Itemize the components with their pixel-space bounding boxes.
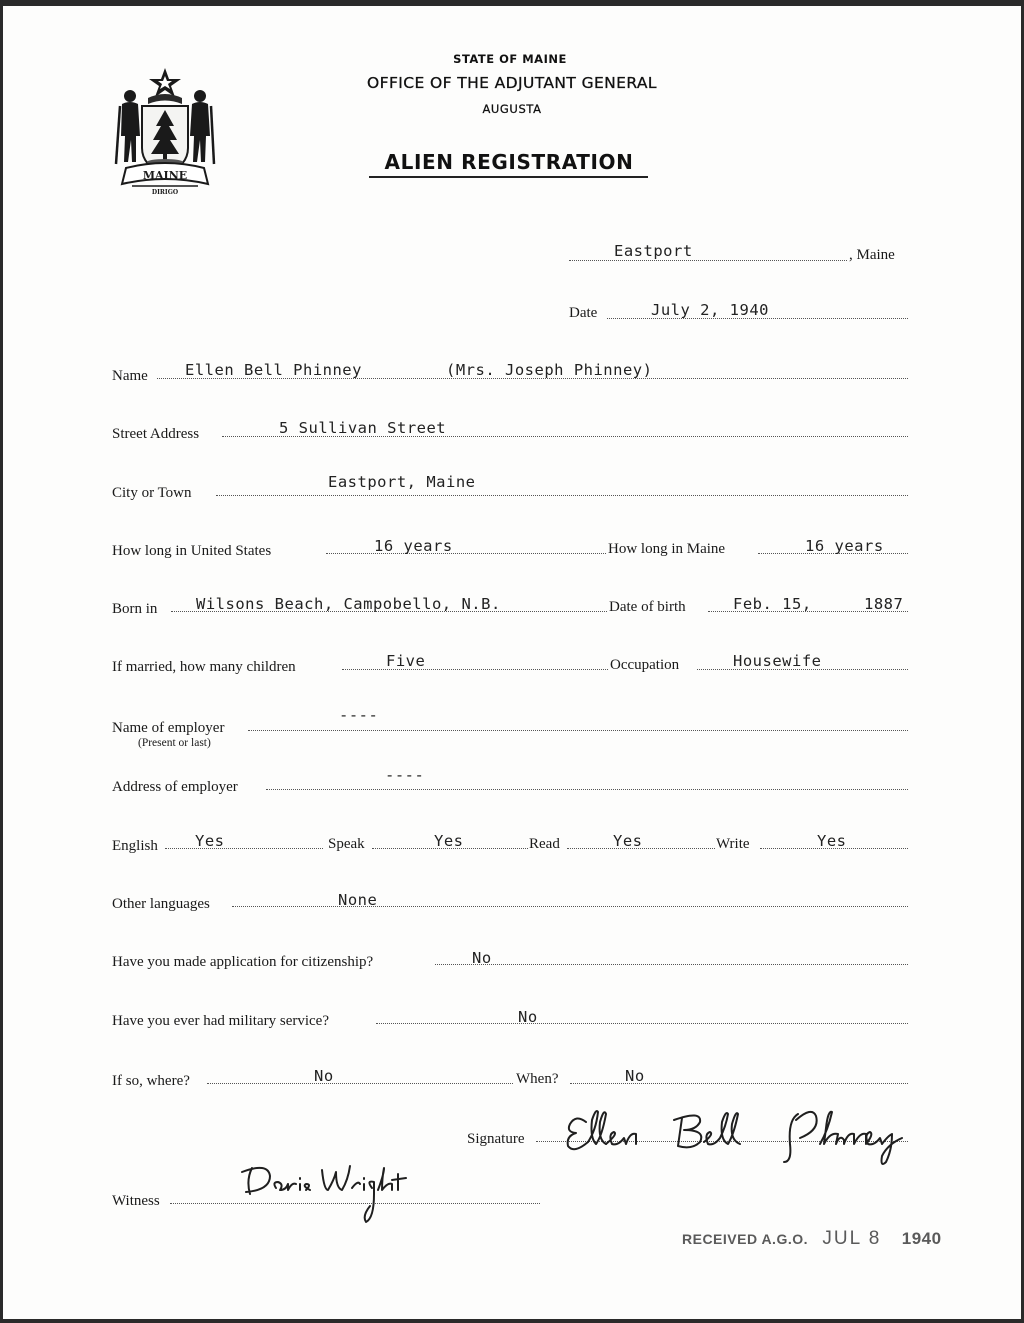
witness-label: Witness bbox=[112, 1193, 160, 1209]
maine-duration-value: 16 years bbox=[805, 537, 884, 555]
employer-sublabel: (Present or last) bbox=[138, 737, 211, 749]
stamp-prefix: RECEIVED A.G.O. bbox=[682, 1231, 809, 1247]
citizenship-value: No bbox=[472, 949, 492, 967]
occupation-label: Occupation bbox=[610, 657, 680, 673]
write-value: Yes bbox=[817, 832, 847, 850]
location-line bbox=[569, 260, 847, 261]
english-value: Yes bbox=[195, 832, 225, 850]
english-line bbox=[165, 848, 323, 849]
employer-label: Name of employer bbox=[112, 720, 225, 736]
seal-label: MAINE bbox=[142, 169, 188, 182]
when-value: No bbox=[625, 1067, 645, 1085]
military-label: Have you ever had military service? bbox=[112, 1013, 329, 1029]
seal-motto: DIRIGO bbox=[151, 189, 179, 196]
dob-year-value: 1887 bbox=[864, 595, 904, 613]
children-value: Five bbox=[386, 652, 426, 670]
speak-value: Yes bbox=[434, 832, 464, 850]
military-line bbox=[376, 1023, 908, 1024]
state-heading: STATE OF MAINE bbox=[453, 52, 567, 66]
name-value: Ellen Bell Phinney bbox=[185, 361, 362, 379]
us-duration-line bbox=[326, 553, 606, 554]
where-value: No bbox=[314, 1067, 334, 1085]
other-languages-value: None bbox=[338, 891, 378, 909]
when-line bbox=[570, 1083, 908, 1084]
name-alias-value: (Mrs. Joseph Phinney) bbox=[446, 361, 653, 379]
location-value: Eastport bbox=[614, 242, 693, 260]
signature-handwritten bbox=[562, 1100, 992, 1170]
other-languages-label: Other languages bbox=[112, 896, 210, 912]
received-stamp bbox=[682, 1228, 942, 1250]
when-label: When? bbox=[516, 1071, 559, 1087]
employer-line bbox=[248, 730, 908, 731]
scan-border-bottom bbox=[0, 1319, 1024, 1323]
title-underline bbox=[369, 176, 648, 178]
employer-value: ---- bbox=[339, 706, 379, 724]
military-value: No bbox=[518, 1008, 538, 1026]
occupation-value: Housewife bbox=[733, 652, 822, 670]
date-label: Date bbox=[569, 305, 598, 321]
children-label: If married, how many children bbox=[112, 659, 296, 675]
born-label: Born in bbox=[112, 601, 158, 617]
city-value: Eastport, Maine bbox=[328, 473, 476, 491]
dob-label: Date of birth bbox=[609, 599, 686, 615]
employer-address-label: Address of employer bbox=[112, 779, 238, 795]
us-duration-value: 16 years bbox=[374, 537, 453, 555]
citizenship-line bbox=[435, 964, 908, 965]
signature-label: Signature bbox=[467, 1131, 525, 1147]
date-value: July 2, 1940 bbox=[651, 301, 769, 319]
employer-address-value: ---- bbox=[385, 766, 425, 784]
write-label: Write bbox=[716, 836, 750, 852]
born-value: Wilsons Beach, Campobello, N.B. bbox=[196, 595, 501, 613]
stamp-year: 1940 bbox=[901, 1229, 942, 1248]
children-line bbox=[342, 669, 608, 670]
name-label: Name bbox=[112, 368, 148, 384]
dob-value: Feb. 15, bbox=[733, 595, 812, 613]
form-title: ALIEN REGISTRATION bbox=[384, 150, 634, 174]
city-heading: AUGUSTA bbox=[482, 102, 542, 116]
city-label: City or Town bbox=[112, 485, 192, 501]
citizenship-label: Have you made application for citizenship? bbox=[112, 954, 374, 970]
maine-duration-label: How long in Maine bbox=[608, 541, 726, 557]
scan-border-left bbox=[0, 0, 3, 1323]
employer-address-line bbox=[266, 789, 908, 790]
scan-border-top bbox=[0, 0, 1024, 6]
street-value: 5 Sullivan Street bbox=[279, 419, 447, 437]
read-value: Yes bbox=[613, 832, 643, 850]
city-line bbox=[216, 495, 908, 496]
speak-label: Speak bbox=[328, 836, 365, 852]
read-label: Read bbox=[529, 836, 560, 852]
us-duration-label: How long in United States bbox=[112, 543, 272, 559]
other-languages-line bbox=[232, 906, 908, 907]
where-line bbox=[207, 1083, 513, 1084]
witness-handwritten bbox=[238, 1160, 438, 1230]
office-heading: OFFICE OF THE ADJUTANT GENERAL bbox=[367, 74, 657, 92]
street-label: Street Address bbox=[112, 426, 200, 442]
english-label: English bbox=[112, 838, 158, 854]
stamp-date: JUL 8 bbox=[822, 1228, 882, 1249]
where-label: If so, where? bbox=[112, 1073, 190, 1089]
location-suffix: , Maine bbox=[849, 247, 895, 263]
